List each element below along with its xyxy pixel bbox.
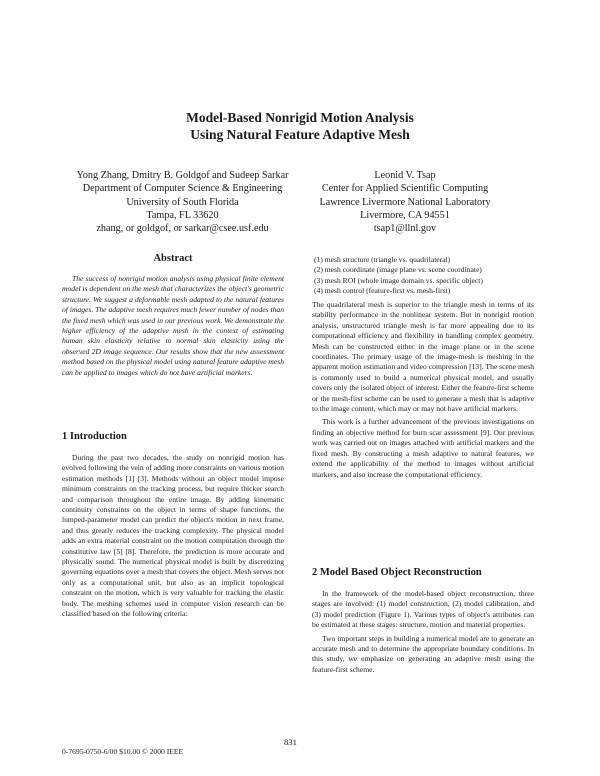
list-item: (2) mesh coordinate (image plane vs. scene coordinate) <box>314 265 482 275</box>
paragraph: Two important steps in building a numerical model are to generate an accurate mesh and to determine the appropriate boundary conditions. In this study, we emphasize on generating an adaptive mesh using the feature-first scheme. <box>312 633 534 674</box>
title-line-1: Model-Based Nonrigid Motion Analysis <box>186 110 414 125</box>
paragraph: In the framework of the model-based object reconstruction, three stages are involved: (1) model construction, (2) model calibration, and (3) model prediction (Figure 1). Various types of object's attributes can be estimated at these stages: structure, motion and material properties. <box>312 589 534 630</box>
author-department: Department of Computer Science & Engineering <box>82 183 283 195</box>
list-item: (3) mesh ROI (whole image domain vs. specific object) <box>314 275 483 285</box>
abstract-text <box>62 274 284 378</box>
list-item: (4) mesh control (feature-first vs. mesh-first) <box>314 286 451 296</box>
author-university: University of South Florida <box>126 196 239 208</box>
copyright-footer: 0-7695-0750-6/00 $10.00 © 2000 IEEE <box>62 747 184 756</box>
title-line-2: Using Natural Feature Adaptive Mesh <box>190 127 410 142</box>
paper-title <box>0 109 600 143</box>
authors-block-right <box>305 169 505 235</box>
abstract-heading: Abstract <box>153 253 193 264</box>
section-heading-introduction: 1 Introduction <box>62 431 127 442</box>
abstract-paragraph: The success of nonrigid motion analysis using physical finite element model is dependent on the mesh that characterizes the object's geometric structure. We suggest a deformable mesh adapted to the natural features of images. The adaptive mesh requires much fewer number of nodes than the fixed mesh which was used in our previous work. We demonstrate the higher efficiency of the adaptive mesh in the context of estimating human skin elasticity relative to normal skin elasticity using the observed 2D image sequence. Our results show that the new assessment method based on the physical model using natural feature adaptive mesh can be applied to images which do not have artificial markers. <box>62 274 284 377</box>
author-city: Tampa, FL 33620 <box>146 209 219 221</box>
paragraph: The quadrilateral mesh is superior to the triangle mesh in terms of its stability performance in the nonlinear system. But in nonrigid motion analysis, unstructured triangle mesh is far more appealing due to its computational efficiency and flexibility in handling complex geometry. Mesh can be constructed either in the image plane or in the scene coordinates. The primary usage of the image-mesh is meshing in the apparent motion estimation and video compression [13]. The scene mesh is commonly used to build a numerical physical model, and usually covers only the isolated object of interest. Either the feature-first scheme or the mesh-first scheme can be used to generate a mesh that is adaptive to the image content, which may or may not have artificial markers. <box>312 300 534 414</box>
page-number: 831 <box>284 737 297 747</box>
introduction-body <box>62 453 284 620</box>
section-heading-reconstruction: 2 Model Based Object Reconstruction <box>312 567 482 578</box>
author-lab: Lawrence Livermore National Laboratory <box>319 196 491 208</box>
paragraph: This work is a further advancement of the previous investigations on finding an objective method for burn scar assessment [9]. Our previous work was carried out on images attached with artificial markers and the fixed mesh. By constructing a mesh adaptive to natural features, we extend the applicability of the method to images without artificial markers, and also increase the computational efficiency. <box>312 417 534 479</box>
list-item: (1) mesh structure (triangle vs. quadrilateral) <box>314 255 451 264</box>
author-name: Leonid V. Tsap <box>374 170 436 181</box>
author-email: zhang, or goldgof, or sarkar@csee.usf.edu <box>96 223 269 235</box>
author-city: Livermore, CA 94551 <box>360 209 450 221</box>
introduction-paragraph: During the past two decades, the study on nonrigid motion has evolved following the vein of adding more constraints on various motion estimation methods [1] [3]. Methods without an object model impose minimum constraints on the tracking process, but require thicker search and comparison throughout the entire image. By adding kinematic continuity constraints on the object in terms of shape functions, the lumped-parameter model can predict the object's motion in next frame, and thus greatly reduces the tracking complexity. The physical model adds an extra material constraint on the motion computation through the constitutive law [5] [8]. Therefore, the prediction is more accurate and physically sound. The numerical physical model is built by discretizing governing equations over a mesh that covers the object. Mesh serves not only as a computational unit, but also as an implicit topological constraint on the motion, which is very valuable for tracking the elastic body. The meshing schemes used in computer vision research can be classified based on the following criteria: <box>62 453 284 619</box>
right-column-body <box>312 300 534 480</box>
author-email: tsap1@llnl.gov <box>373 223 437 235</box>
author-center: Center for Applied Scientific Computing <box>321 183 489 195</box>
author-names: Yong Zhang, Dmitry B. Goldgof and Sudeep Sarkar <box>76 170 289 181</box>
section-2-body <box>312 589 534 675</box>
criteria-list <box>312 255 534 297</box>
authors-block-left <box>50 169 315 235</box>
